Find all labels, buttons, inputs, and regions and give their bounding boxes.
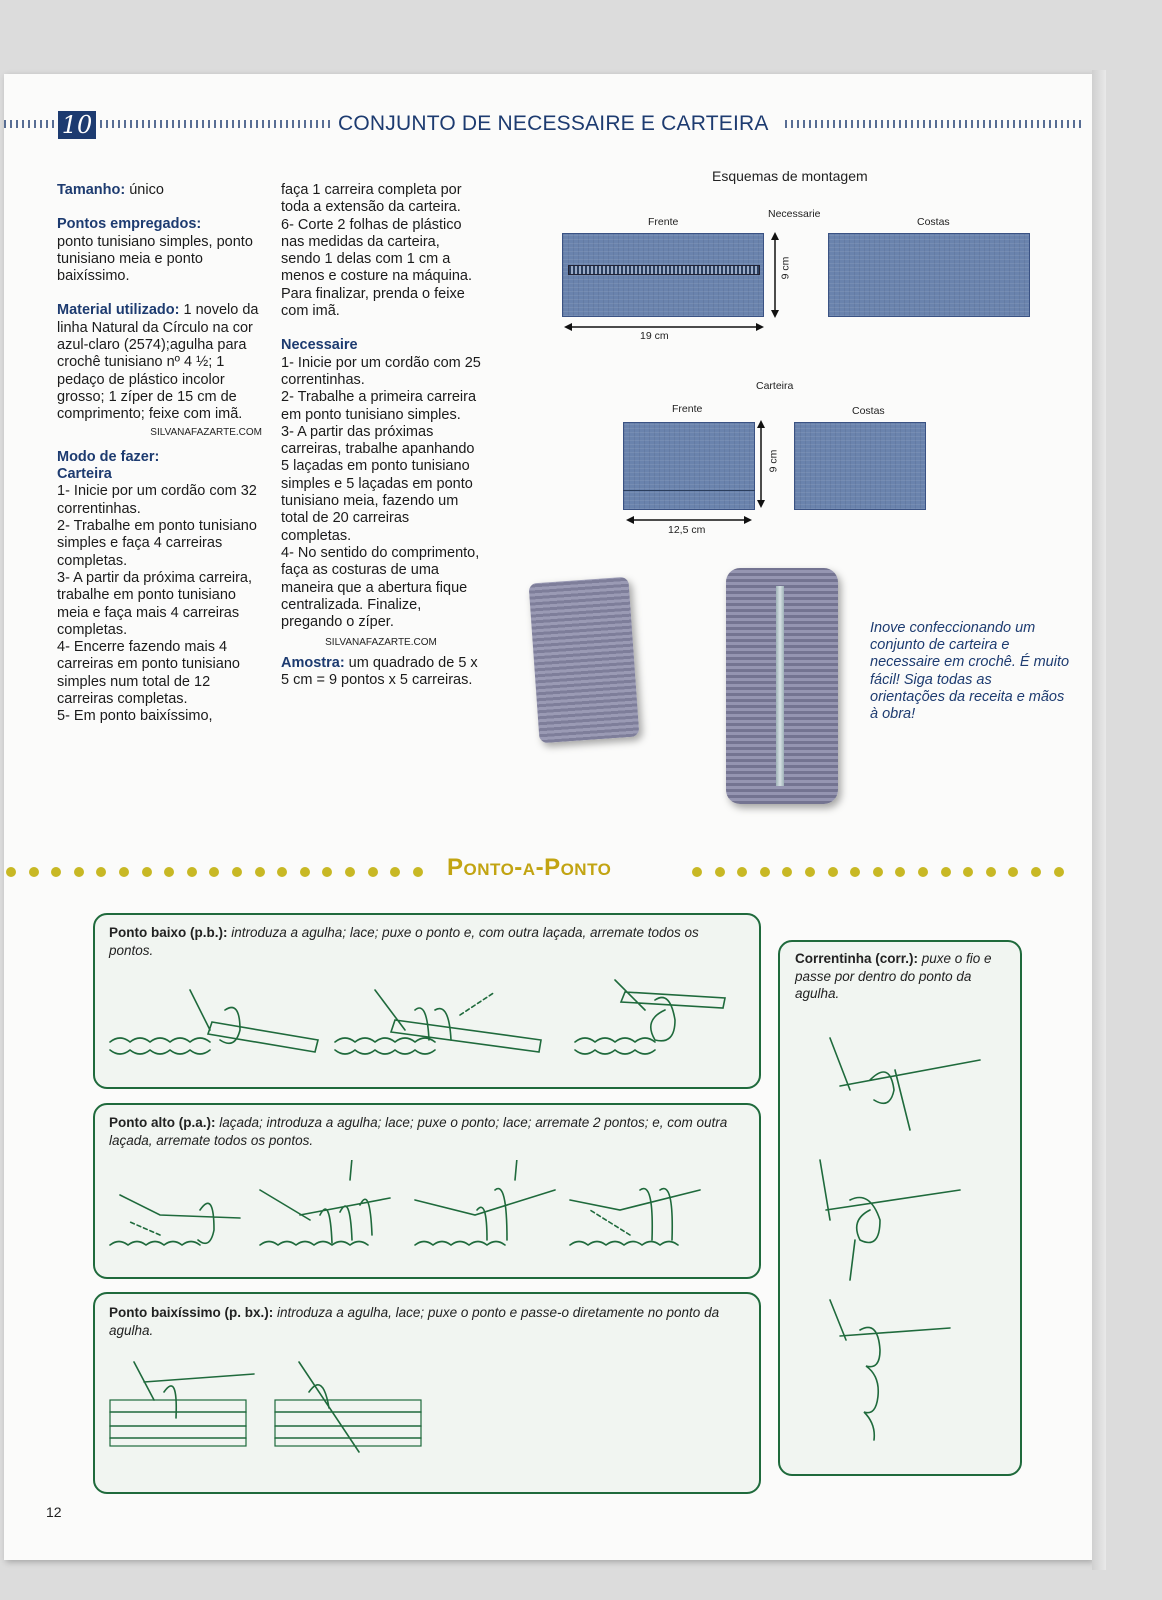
dots-left: [6, 864, 435, 876]
width-label-1: 19 cm: [640, 330, 669, 342]
correntinha-desc: puxe o fio e passe por dentro do ponto da agulha.: [795, 951, 992, 1001]
material-value: 1 novelo da linha Natural da Círculo na cor azul-claro (2574);agulha para crochê tunisiano nº 4 ½; 1 pedaço de plástico incolor grosso; 1 zíper de 15 cm de comprimento; feixe com imã.: [57, 302, 259, 423]
pontos-label: Pontos empregados:: [57, 216, 202, 233]
costas-label-1: Costas: [917, 216, 950, 228]
ponto-baixissimo-label: Ponto baixíssimo (p. bx.):: [109, 1305, 274, 1320]
correntinha-text: [795, 950, 1005, 1003]
page-edge: [1092, 70, 1106, 1570]
stitch-chain: [110, 990, 318, 1054]
height-label-1: 9 cm: [779, 256, 792, 280]
header-ornament-right: [785, 120, 1085, 128]
carteira-step: 2- Trabalhe em ponto tunisiano simples e faça 4 carreiras completas.: [57, 518, 257, 569]
watermark-2: SILVANAFAZARTE.COM: [325, 637, 437, 649]
ponto-baixo-desc: introduza a agulha; lace; puxe o ponto e, com outra laçada, arremate todos os pontos.: [109, 925, 699, 958]
necessaire-dimension-arrows: [560, 230, 820, 340]
necessaire-label: Necessaire: [281, 337, 358, 354]
stitch-chain: [570, 1189, 700, 1245]
carteira-step-6: 6- Corte 2 folhas de plástico nas medidas da carteira, sendo 1 delas com 1 cm a menos e costure na máquina. Para finalizar, prenda o feixe com imã.: [281, 216, 473, 320]
ponto-a-ponto-title: Ponto-a-Ponto: [447, 854, 612, 881]
material-paragraph: [57, 302, 262, 423]
carteira-step: 5- Em ponto baixíssimo,: [57, 708, 213, 725]
stitch-chain: [415, 1160, 555, 1245]
header-ornament-mid: [100, 120, 330, 128]
carteira-step: 1- Inicie por um cordão com 32 correntinhas.: [57, 483, 257, 517]
ponto-baixo-diagrams: [100, 970, 750, 1070]
ponto-baixo-text: [109, 924, 729, 959]
modo-section: [57, 449, 262, 726]
necessaire-zipper: [776, 586, 784, 786]
carteira-dimension-arrows: [620, 420, 780, 530]
costas-label-2: Costas: [852, 405, 885, 417]
carteira-back-panel: [794, 422, 926, 510]
chain-step-1: [830, 1038, 980, 1130]
page-badge: 10: [58, 111, 96, 139]
article-title: CONJUNTO DE NECESSAIRE E CARTEIRA: [338, 112, 769, 135]
watermark-1: SILVANAFAZARTE.COM: [150, 426, 262, 438]
pontos-value: ponto tunisiano simples, ponto tunisiano meia e ponto baixíssimo.: [57, 233, 253, 285]
amostra-paragraph: [281, 655, 481, 690]
tamanho-value: único: [125, 182, 164, 198]
necessaire-photo: [726, 568, 838, 804]
wallet-photo: [529, 577, 640, 744]
stitch-fabric: [110, 1362, 254, 1446]
photo-caption: Inove confeccionando um conjunto de carteira e necessaire em crochê. É muito fácil! Siga todas as orientações da receita e mãos à obra!: [870, 620, 1070, 723]
page-number: 12: [46, 1504, 62, 1520]
material-label: Material utilizado:: [57, 302, 180, 319]
ponto-alto-text: [109, 1114, 729, 1149]
amostra-value: um quadrado de 5 x 5 cm = 9 pontos x 5 carreiras.: [281, 654, 478, 689]
correntinha-diagrams: [800, 1030, 1010, 1450]
necessarie-label: Necessarie: [768, 208, 821, 220]
carteira-label: Carteira: [57, 466, 112, 483]
carteira-step: 3- A partir da próxima carreira, trabalhe em ponto tunisiano meia e faça mais 4 carreiras completas.: [57, 569, 253, 638]
ponto-baixo-label: Ponto baixo (p.b.):: [109, 925, 228, 940]
header-ornament-left: [4, 120, 56, 128]
ponto-alto-desc: laçada; introduza a agulha; lace; puxe o ponto; lace; arremate 2 pontos; e, com outra laçada, arremate todos os pontos.: [109, 1115, 728, 1148]
correntinha-label: Correntinha (corr.):: [795, 951, 919, 966]
tamanho-label: Tamanho:: [57, 182, 126, 198]
carteira-schema-label: Carteira: [756, 380, 794, 392]
column-1: [57, 182, 262, 726]
dots-right: [692, 864, 1076, 876]
necessaire-step: 4- No sentido do comprimento, faça as costuras de uma maneira que a abertura fique centralizada. Finalize, pregando o zíper.: [281, 544, 480, 631]
pontos-paragraph: [57, 216, 262, 285]
frente-label-2: Frente: [672, 403, 703, 415]
schema-title: Esquemas de montagem: [712, 168, 868, 184]
chain-step-3: [830, 1300, 950, 1440]
necessaire-step: 2- Trabalhe a primeira carreira em ponto tunisiano simples.: [281, 389, 477, 423]
ponto-baixissimo-text: [109, 1304, 729, 1339]
necessaire-step: 1- Inicie por um cordão com 25 correntinhas.: [281, 354, 481, 388]
ponto-alto-label: Ponto alto (p.a.):: [109, 1115, 216, 1130]
necessaire-back-panel: [828, 233, 1030, 317]
stitch-fabric: [275, 1362, 421, 1452]
ponto-baixissimo-desc: introduza a agulha, lace; puxe o ponto e passe-o diretamente no ponto da agulha.: [109, 1305, 720, 1338]
ponto-alto-diagrams: [100, 1160, 750, 1265]
amostra-label: Amostra:: [281, 654, 345, 671]
modo-label: Modo de fazer:: [57, 448, 160, 465]
frente-label-1: Frente: [648, 216, 679, 228]
stitch-chain: [110, 1195, 240, 1245]
stitch-chain: [335, 990, 541, 1054]
height-label-2: 9 cm: [767, 449, 780, 473]
necessaire-step: 3- A partir das próximas carreiras, trabalhe apanhando 5 laçadas em ponto tunisiano simples e 5 laçadas em ponto tunisiano meia, fazendo um total de 20 carreiras completas.: [281, 423, 475, 544]
ponto-baixissimo-diagrams: [104, 1352, 434, 1462]
carteira-step-cont: faça 1 carreira completa por toda a extensão da carteira.: [281, 182, 462, 216]
chain-step-2: [820, 1160, 960, 1280]
carteira-step: 4- Encerre fazendo mais 4 carreiras em ponto tunisiano simples num total de 12 carreiras completas.: [57, 639, 240, 708]
stitch-chain: [260, 1160, 390, 1245]
width-label-2: 12,5 cm: [668, 524, 706, 536]
stitch-chain: [575, 980, 725, 1054]
column-2: [281, 182, 481, 689]
tamanho-paragraph: [57, 182, 262, 199]
